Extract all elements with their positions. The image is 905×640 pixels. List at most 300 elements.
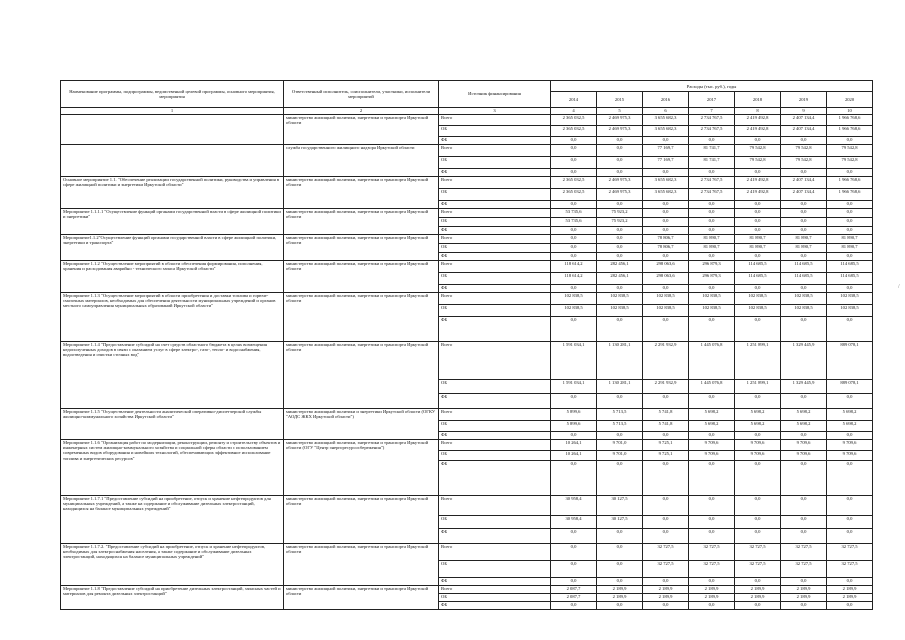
header-expense-col: Расходы (тыс. руб.), годы bbox=[551, 81, 873, 92]
expense-value: 2 734 767,5 bbox=[689, 126, 735, 137]
expense-value: 0,0 bbox=[551, 461, 597, 496]
expense-value: 5 698,2 bbox=[735, 421, 781, 432]
expense-value: 0,0 bbox=[689, 227, 735, 235]
expense-value: 5 741,8 bbox=[643, 421, 689, 432]
funding-source: ОБ bbox=[439, 126, 551, 137]
column-number: 3 bbox=[439, 108, 551, 115]
expense-value: 2 087,7 bbox=[551, 586, 597, 594]
activity-name: Мероприятие 1.1.7.1 "Предоставление субсидий на приобретение, отпуск и хранение нефтепродуктов для муниципальных учреждений, а также на содержание и обслуживание дизельных электростанций, находящихся на балансе муниципальных учреждений" bbox=[61, 496, 284, 544]
expense-value: 2 189,9 bbox=[781, 586, 827, 594]
expense-value: 0,0 bbox=[597, 529, 643, 544]
expense-value: 0,0 bbox=[597, 578, 643, 586]
expense-value: 114 685,5 bbox=[735, 273, 781, 285]
executor-name: министерство жилищной политики, энергетики и транспорта Иркутской области bbox=[284, 177, 439, 209]
expense-value: 102 838,5 bbox=[597, 293, 643, 305]
expense-value: 102 838,5 bbox=[827, 293, 873, 305]
expense-value: 0,0 bbox=[827, 218, 873, 227]
expense-value: 282 456,1 bbox=[597, 261, 643, 273]
expense-value: 1 130 281,1 bbox=[597, 342, 643, 380]
expense-value: 9 709,6 bbox=[827, 440, 873, 451]
expense-value: 2 469 975,3 bbox=[597, 177, 643, 189]
expense-value: 1 591 034,1 bbox=[551, 342, 597, 380]
expense-value: 81 890,7 bbox=[689, 235, 735, 244]
executor-name: министерство жилищной политики, энергетики и транспорта Иркутской области bbox=[284, 235, 439, 261]
expense-value: 0,0 bbox=[551, 145, 597, 157]
header-year: 2018 bbox=[735, 92, 781, 108]
funding-source: Всего bbox=[439, 209, 551, 218]
column-number: 7 bbox=[689, 108, 735, 115]
expense-value: 2 469 975,3 bbox=[597, 126, 643, 137]
activity-name: Мероприятие 1.1.6 "Организация работ по модернизации, реконструкции, ремонту и строительству объектов и инженерных систем жилищно-коммунального хозяйства и социальной сферы области с использованием современных видов оборудования и новейших технологий, обеспечивающих эффективное использование топлива и энергетических ресурсов" bbox=[61, 440, 284, 496]
expense-value: 0,0 bbox=[689, 218, 735, 227]
expense-value: 81 890,7 bbox=[735, 235, 781, 244]
funding-source: Всего bbox=[439, 544, 551, 561]
expense-value: 0,0 bbox=[551, 169, 597, 177]
header-year: 2015 bbox=[597, 92, 643, 108]
expense-value: 2 407 134,4 bbox=[781, 115, 827, 126]
expense-value: 0,0 bbox=[643, 394, 689, 409]
expense-value: 118 614,2 bbox=[551, 261, 597, 273]
expense-value: 0,0 bbox=[735, 578, 781, 586]
expense-value: 0,0 bbox=[643, 227, 689, 235]
expense-value: 0,0 bbox=[827, 578, 873, 586]
expense-value: 1 966 768,6 bbox=[827, 177, 873, 189]
expense-value: 0,0 bbox=[781, 317, 827, 342]
expense-value: 0,0 bbox=[827, 169, 873, 177]
expense-value: 0,0 bbox=[551, 137, 597, 145]
column-number: 8 bbox=[735, 108, 781, 115]
expense-value: 0,0 bbox=[551, 244, 597, 253]
expense-value: 9 709,6 bbox=[689, 440, 735, 451]
expense-value: 2 365 032,5 bbox=[551, 126, 597, 137]
expense-value: 114 685,5 bbox=[781, 261, 827, 273]
funding-source: ФБ bbox=[439, 227, 551, 235]
expense-value: 0,0 bbox=[643, 432, 689, 440]
expense-value: 102 838,5 bbox=[689, 293, 735, 305]
expense-value: 5 698,2 bbox=[689, 421, 735, 432]
expense-value: 5 698,2 bbox=[735, 409, 781, 421]
funding-source: ОБ bbox=[439, 380, 551, 394]
header-source-col: Источник финансирования bbox=[439, 81, 551, 108]
header-year: 2017 bbox=[689, 92, 735, 108]
expense-value: 5 713,5 bbox=[597, 409, 643, 421]
budget-table-body bbox=[61, 115, 873, 610]
expense-value: 32 727,5 bbox=[689, 544, 735, 561]
expense-value: 0,0 bbox=[827, 461, 873, 496]
expense-value: 0,0 bbox=[735, 169, 781, 177]
expense-value: 75 923,2 bbox=[597, 209, 643, 218]
executor-name: министерство жилищной политики, энергетики и транспорта Иркутской области (ОГУ "Центр энергоресурсосбережения") bbox=[284, 440, 439, 496]
expense-value: 2 419 492,8 bbox=[735, 189, 781, 201]
table-row bbox=[61, 235, 873, 244]
expense-value: 2 469 975,3 bbox=[597, 189, 643, 201]
expense-value: 1 251 899,1 bbox=[735, 342, 781, 380]
table-row bbox=[61, 496, 873, 516]
expense-value: 2 365 032,5 bbox=[551, 189, 597, 201]
expense-value: 30 127,5 bbox=[597, 516, 643, 529]
expense-value: 2 189,9 bbox=[689, 594, 735, 602]
expense-value: 32 727,5 bbox=[735, 561, 781, 578]
expense-value: 102 838,5 bbox=[597, 305, 643, 317]
expense-value: 0,0 bbox=[735, 137, 781, 145]
expense-value: 0,0 bbox=[643, 209, 689, 218]
expense-value: 5 698,2 bbox=[827, 421, 873, 432]
expense-value: 0,0 bbox=[551, 602, 597, 610]
expense-value: 114 685,5 bbox=[735, 261, 781, 273]
activity-name: Мероприятие 1.1.2 "Осуществление мероприятий в области обеспечения формирования, пополнения, хранения и расходования аварийно - технического запаса Иркутской области" bbox=[61, 261, 284, 293]
expense-value: 9 709,6 bbox=[735, 440, 781, 451]
funding-source: ФБ bbox=[439, 432, 551, 440]
expense-value: 2 407 134,4 bbox=[781, 126, 827, 137]
expense-value: 0,0 bbox=[781, 516, 827, 529]
expense-value: 0,0 bbox=[689, 461, 735, 496]
expense-value: 0,0 bbox=[781, 578, 827, 586]
funding-source: ФБ bbox=[439, 602, 551, 610]
expense-value: 0,0 bbox=[827, 201, 873, 209]
expense-value: 2 365 032,5 bbox=[551, 115, 597, 126]
expense-value: 2 407 134,4 bbox=[781, 189, 827, 201]
column-number: 4 bbox=[551, 108, 597, 115]
expense-value: 0,0 bbox=[827, 227, 873, 235]
expense-value: 0,0 bbox=[735, 253, 781, 261]
table-row bbox=[61, 342, 873, 380]
expense-value: 0,0 bbox=[551, 285, 597, 293]
expense-value: 0,0 bbox=[735, 209, 781, 218]
expense-value: 0,0 bbox=[689, 169, 735, 177]
expense-value: 81 890,7 bbox=[827, 235, 873, 244]
funding-source: ФБ bbox=[439, 169, 551, 177]
expense-value: 296 879,3 bbox=[689, 261, 735, 273]
expense-value: 0,0 bbox=[781, 394, 827, 409]
expense-value: 1 445 076,8 bbox=[689, 380, 735, 394]
expense-value: 102 838,5 bbox=[735, 293, 781, 305]
funding-source: ОБ bbox=[439, 273, 551, 285]
expense-value: 298 063,6 bbox=[643, 261, 689, 273]
expense-value: 0,0 bbox=[827, 432, 873, 440]
expense-value: 0,0 bbox=[689, 529, 735, 544]
expense-value: 0,0 bbox=[597, 253, 643, 261]
expense-value: 78 806,7 bbox=[643, 235, 689, 244]
expense-value: 2 734 767,5 bbox=[689, 177, 735, 189]
expense-value: 0,0 bbox=[781, 496, 827, 516]
expense-value: 1 966 768,6 bbox=[827, 115, 873, 126]
executor-name: министерство жилищной политики, энергетики и транспорта Иркутской области bbox=[284, 115, 439, 145]
expense-value: 9 709,6 bbox=[827, 451, 873, 461]
expense-value: 30 127,5 bbox=[597, 496, 643, 516]
funding-source: Всего bbox=[439, 586, 551, 594]
activity-name: Мероприятие 1.1.3 "Осуществление мероприятий в области приобретения и доставки топлива и горюче-смазочных материалов, необходимых для обеспечения деятельности муниципальных учреждений и органов местного самоуправления муниципальных образований Иркутской области" bbox=[61, 293, 284, 342]
funding-source: ОБ bbox=[439, 421, 551, 432]
column-number: 1 bbox=[61, 108, 284, 115]
funding-source: Всего bbox=[439, 496, 551, 516]
expense-value: 2 189,9 bbox=[597, 586, 643, 594]
activity-name: Мероприятие 1.1.1.1 "Осуществление функций органами государственной власти в сфере жилищной политики и энергетики" bbox=[61, 209, 284, 235]
expense-value: 32 727,5 bbox=[643, 544, 689, 561]
funding-source: ФБ bbox=[439, 317, 551, 342]
expense-value: 0,0 bbox=[689, 516, 735, 529]
expense-value: 298 063,6 bbox=[643, 273, 689, 285]
expense-value: 102 838,5 bbox=[781, 305, 827, 317]
executor-name: министерство жилищной политики, энергетики и транспорта Иркутской области bbox=[284, 209, 439, 235]
expense-value: 0,0 bbox=[735, 218, 781, 227]
executor-name: министерство жилищной политики, энергетики и транспорта Иркутской области bbox=[284, 496, 439, 544]
budget-table bbox=[60, 80, 873, 610]
table-row bbox=[61, 145, 873, 157]
expense-value: 102 838,5 bbox=[551, 293, 597, 305]
expense-value: 1 591 034,1 bbox=[551, 380, 597, 394]
expense-value: 114 685,5 bbox=[781, 273, 827, 285]
expense-value: 32 727,5 bbox=[827, 544, 873, 561]
funding-source: ОБ bbox=[439, 594, 551, 602]
expense-value: 2 419 492,8 bbox=[735, 126, 781, 137]
funding-source: Всего bbox=[439, 342, 551, 380]
expense-value: 32 727,5 bbox=[643, 561, 689, 578]
expense-value: 79 542,8 bbox=[781, 157, 827, 169]
expense-value: 0,0 bbox=[689, 394, 735, 409]
activity-name: Мероприятие 1.1.5 "Осуществление деятельности аналитической оперативно-диспетчерской службы жилищно-коммунального хозяйства Иркутской области" bbox=[61, 409, 284, 440]
expense-value: 53 735,6 bbox=[551, 209, 597, 218]
table-row bbox=[61, 544, 873, 561]
expense-value: 0,0 bbox=[643, 317, 689, 342]
expense-value: 75 923,2 bbox=[597, 218, 643, 227]
expense-value: 2 734 767,5 bbox=[689, 189, 735, 201]
expense-value: 0,0 bbox=[689, 209, 735, 218]
expense-value: 0,0 bbox=[643, 253, 689, 261]
expense-value: 1 966 768,6 bbox=[827, 126, 873, 137]
expense-value: 79 542,8 bbox=[735, 145, 781, 157]
activity-name bbox=[61, 115, 284, 145]
expense-value: 889 078,1 bbox=[827, 342, 873, 380]
expense-value: 79 542,8 bbox=[827, 157, 873, 169]
expense-value: 81 890,7 bbox=[827, 244, 873, 253]
expense-value: 102 838,5 bbox=[643, 293, 689, 305]
expense-value: 2 189,9 bbox=[735, 594, 781, 602]
expense-value: 0,0 bbox=[643, 201, 689, 209]
expense-value: 0,0 bbox=[781, 137, 827, 145]
expense-value: 0,0 bbox=[551, 529, 597, 544]
expense-value: 1 966 768,6 bbox=[827, 189, 873, 201]
expense-value: 0,0 bbox=[643, 169, 689, 177]
expense-value: 0,0 bbox=[597, 317, 643, 342]
expense-value: 0,0 bbox=[781, 227, 827, 235]
expense-value: 0,0 bbox=[689, 137, 735, 145]
expense-value: 0,0 bbox=[597, 201, 643, 209]
table-row bbox=[61, 177, 873, 189]
expense-value: 9 701,0 bbox=[597, 440, 643, 451]
expense-value: 0,0 bbox=[597, 602, 643, 610]
expense-value: 0,0 bbox=[827, 317, 873, 342]
expense-value: 0,0 bbox=[551, 201, 597, 209]
expense-value: 0,0 bbox=[551, 432, 597, 440]
activity-name bbox=[61, 145, 284, 177]
expense-value: 0,0 bbox=[689, 201, 735, 209]
expense-value: 1 329 445,9 bbox=[781, 380, 827, 394]
expense-value: 0,0 bbox=[643, 529, 689, 544]
expense-value: 102 838,5 bbox=[735, 305, 781, 317]
funding-source: ОБ bbox=[439, 561, 551, 578]
expense-value: 0,0 bbox=[689, 496, 735, 516]
expense-value: 2 365 032,5 bbox=[551, 177, 597, 189]
funding-source: Всего bbox=[439, 293, 551, 305]
expense-value: 9 709,6 bbox=[735, 451, 781, 461]
expense-value: 2 291 932,9 bbox=[643, 342, 689, 380]
expense-value: 0,0 bbox=[551, 394, 597, 409]
column-number: 10 bbox=[827, 108, 873, 115]
executor-name: министерство жилищной политики, энергетики и транспорта Иркутской области bbox=[284, 293, 439, 342]
funding-source: Всего bbox=[439, 235, 551, 244]
expense-value: 0,0 bbox=[551, 253, 597, 261]
funding-source: Всего bbox=[439, 440, 551, 451]
expense-value: 0,0 bbox=[735, 496, 781, 516]
expense-value: 0,0 bbox=[735, 201, 781, 209]
expense-value: 79 542,8 bbox=[827, 145, 873, 157]
expense-value: 0,0 bbox=[597, 394, 643, 409]
expense-value: 0,0 bbox=[827, 496, 873, 516]
expense-value: 81 890,7 bbox=[689, 244, 735, 253]
header-year: 2020 bbox=[827, 92, 873, 108]
expense-value: 0,0 bbox=[643, 602, 689, 610]
expense-value: 30 958,4 bbox=[551, 496, 597, 516]
expense-value: 0,0 bbox=[781, 253, 827, 261]
activity-name: Мероприятие1.1.2"Осуществление функций органами государственной власти в сфере жилищной политики, энергетики и транспорта" bbox=[61, 235, 284, 261]
funding-source: ОБ bbox=[439, 189, 551, 201]
expense-value: 0,0 bbox=[735, 285, 781, 293]
expense-value: 0,0 bbox=[597, 137, 643, 145]
expense-value: 0,0 bbox=[735, 602, 781, 610]
expense-value: 2 189,9 bbox=[643, 586, 689, 594]
expense-value: 102 838,5 bbox=[643, 305, 689, 317]
expense-value: 102 838,5 bbox=[551, 305, 597, 317]
header-year: 2014 bbox=[551, 92, 597, 108]
expense-value: 0,0 bbox=[597, 235, 643, 244]
expense-value: 0,0 bbox=[735, 516, 781, 529]
expense-value: 2 087,7 bbox=[551, 594, 597, 602]
expense-value: 9 701,0 bbox=[597, 451, 643, 461]
table-row bbox=[61, 409, 873, 421]
expense-value: 0,0 bbox=[827, 137, 873, 145]
expense-value: 77 169,7 bbox=[643, 145, 689, 157]
expense-value: 1 329 445,9 bbox=[781, 342, 827, 380]
expense-value: 102 838,5 bbox=[827, 305, 873, 317]
funding-source: ОБ bbox=[439, 305, 551, 317]
executor-name: министерство жилищной политики, энергетики и транспорта Иркутской области bbox=[284, 261, 439, 293]
funding-source: Всего bbox=[439, 409, 551, 421]
expense-value: 1 251 899,1 bbox=[735, 380, 781, 394]
expense-value: 114 685,5 bbox=[827, 261, 873, 273]
executor-name: министерство жилищной политики, энергетики и транспорта Иркутской области bbox=[284, 342, 439, 409]
funding-source: ОБ bbox=[439, 516, 551, 529]
expense-value: 0,0 bbox=[735, 394, 781, 409]
expense-value: 2 291 932,9 bbox=[643, 380, 689, 394]
expense-value: 0,0 bbox=[735, 461, 781, 496]
expense-value: 9 709,6 bbox=[781, 440, 827, 451]
executor-name: министерство жилищной политики и энергетики Иркутской области (ОГКУ "АОДС ЖКХ Иркутской области") bbox=[284, 409, 439, 440]
expense-value: 0,0 bbox=[827, 529, 873, 544]
expense-value: 0,0 bbox=[643, 516, 689, 529]
expense-value: 2 407 134,4 bbox=[781, 177, 827, 189]
expense-value: 0,0 bbox=[827, 209, 873, 218]
expense-value: 0,0 bbox=[551, 561, 597, 578]
expense-value: 118 614,2 bbox=[551, 273, 597, 285]
expense-value: 81 890,7 bbox=[735, 244, 781, 253]
expense-value: 282 456,1 bbox=[597, 273, 643, 285]
expense-value: 102 838,5 bbox=[689, 305, 735, 317]
column-number: 6 bbox=[643, 108, 689, 115]
funding-source: ФБ bbox=[439, 201, 551, 209]
activity-name: Основное мероприятие 1.1. "Обеспечение реализации государственной политики, руководства и управления в сфере жилищной политики и энергетики Иркутской области" bbox=[61, 177, 284, 209]
scan-edge-mark: / bbox=[898, 284, 900, 290]
activity-name: Мероприятие 1.1.7.2. "Предоставление субсидий на приобретение, отпуск и хранение нефтепродуктов, необходимых для электроснабжения населения, а также содержание и обслуживание дизельных электростанций, находящихся на балансе муниципальных учреждений" bbox=[61, 544, 284, 586]
expense-value: 5 741,8 bbox=[643, 409, 689, 421]
expense-value: 0,0 bbox=[643, 578, 689, 586]
expense-value: 0,0 bbox=[597, 169, 643, 177]
expense-value: 79 542,8 bbox=[781, 145, 827, 157]
expense-value: 0,0 bbox=[597, 461, 643, 496]
expense-value: 0,0 bbox=[689, 432, 735, 440]
expense-value: 3 655 682,3 bbox=[643, 177, 689, 189]
expense-value: 0,0 bbox=[735, 317, 781, 342]
expense-value: 53 735,6 bbox=[551, 218, 597, 227]
expense-value: 296 879,3 bbox=[689, 273, 735, 285]
funding-source: Всего bbox=[439, 145, 551, 157]
expense-value: 1 130 281,1 bbox=[597, 380, 643, 394]
expense-value: 78 806,7 bbox=[643, 244, 689, 253]
funding-source: Всего bbox=[439, 115, 551, 126]
expense-value: 5 698,2 bbox=[827, 409, 873, 421]
expense-value: 114 685,5 bbox=[827, 273, 873, 285]
activity-name: Мероприятие 1.1.4 "Предоставление субсидий на счет средств областного бюджета в целях возмещения недополученных доходов в связи с оказанием услуг в сфере электро-, газо-, тепло- и водоснабжения, водоотведения и очистки сточных вод" bbox=[61, 342, 284, 409]
funding-source: ФБ bbox=[439, 461, 551, 496]
expense-value: 0,0 bbox=[689, 578, 735, 586]
expense-value: 0,0 bbox=[735, 529, 781, 544]
expense-value: 0,0 bbox=[597, 561, 643, 578]
expense-value: 3 655 682,3 bbox=[643, 189, 689, 201]
header-name-col: Наименование программы, подпрограммы, ведомственной целевой программы, основного мероприятия, мероприятия bbox=[61, 81, 284, 108]
expense-value: 0,0 bbox=[551, 544, 597, 561]
expense-value: 5 698,2 bbox=[689, 409, 735, 421]
expense-value: 5 698,2 bbox=[781, 409, 827, 421]
expense-value: 9 709,6 bbox=[689, 451, 735, 461]
expense-value: 2 189,9 bbox=[781, 594, 827, 602]
funding-source: Всего bbox=[439, 177, 551, 189]
expense-value: 0,0 bbox=[597, 285, 643, 293]
expense-value: 0,0 bbox=[597, 227, 643, 235]
expense-value: 0,0 bbox=[551, 578, 597, 586]
expense-value: 0,0 bbox=[689, 602, 735, 610]
expense-value: 81 741,7 bbox=[689, 157, 735, 169]
funding-source: ОБ bbox=[439, 451, 551, 461]
expense-value: 2 189,9 bbox=[827, 594, 873, 602]
expense-value: 889 078,1 bbox=[827, 380, 873, 394]
expense-value: 79 542,8 bbox=[735, 157, 781, 169]
expense-value: 32 727,5 bbox=[827, 561, 873, 578]
funding-source: ФБ bbox=[439, 578, 551, 586]
expense-value: 77 169,7 bbox=[643, 157, 689, 169]
expense-value: 32 727,5 bbox=[735, 544, 781, 561]
expense-value: 81 890,7 bbox=[781, 235, 827, 244]
expense-value: 2 189,9 bbox=[597, 594, 643, 602]
expense-value: 3 655 682,3 bbox=[643, 126, 689, 137]
expense-value: 9 709,6 bbox=[781, 451, 827, 461]
expense-value: 9 725,1 bbox=[643, 440, 689, 451]
table-row bbox=[61, 586, 873, 594]
expense-value: 32 727,5 bbox=[781, 561, 827, 578]
expense-value: 10 264,1 bbox=[551, 440, 597, 451]
expense-value: 81 741,7 bbox=[689, 145, 735, 157]
expense-value: 2 469 975,3 bbox=[597, 115, 643, 126]
expense-value: 0,0 bbox=[781, 461, 827, 496]
expense-value: 0,0 bbox=[643, 496, 689, 516]
